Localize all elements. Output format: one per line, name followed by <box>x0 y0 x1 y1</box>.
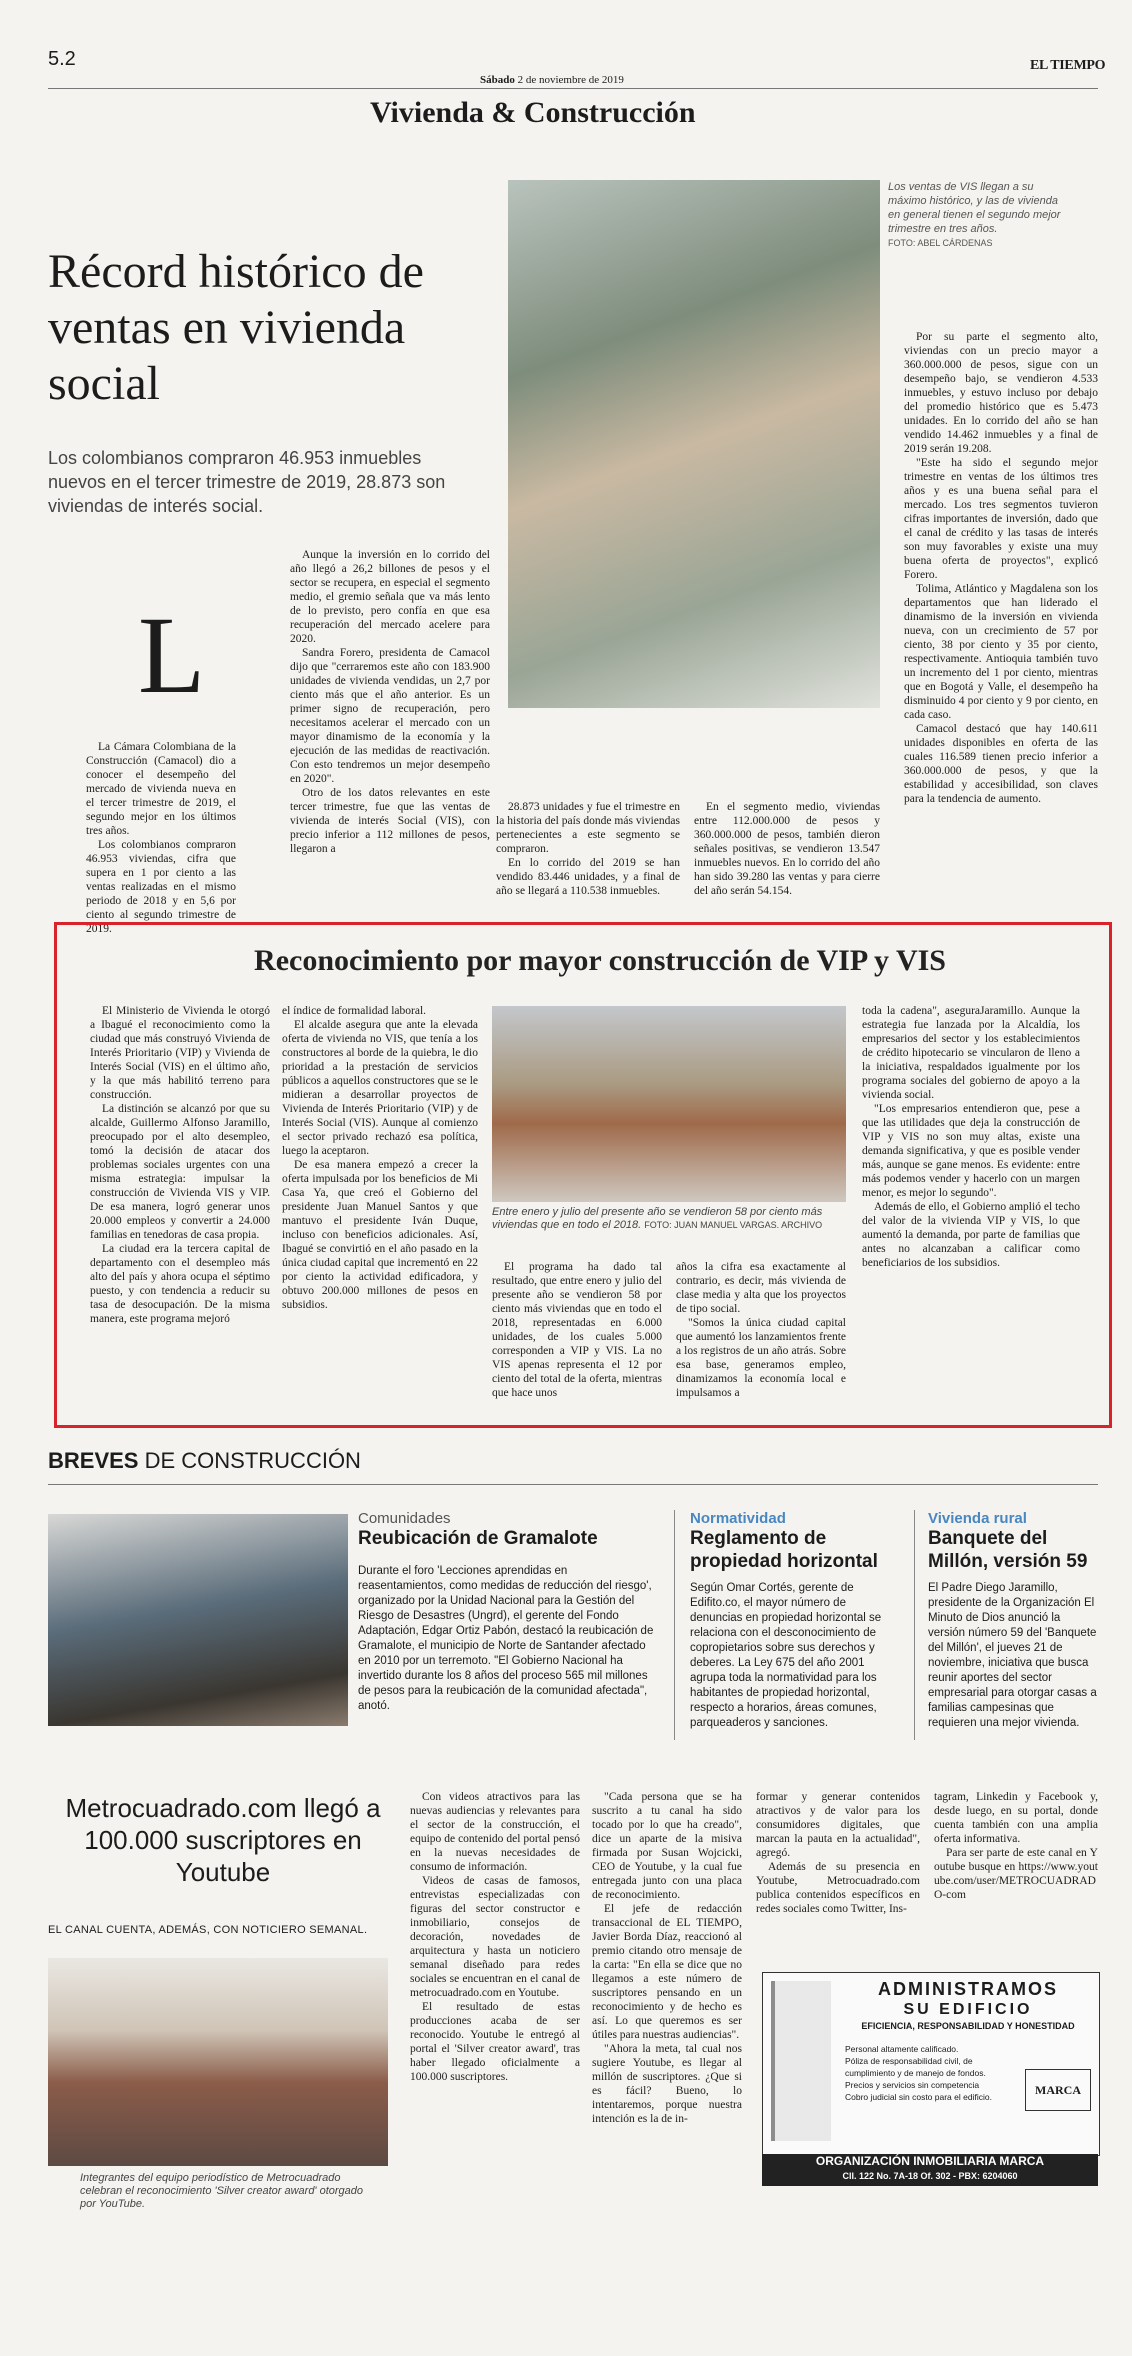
ad-subtitle: SU EDIFICIO <box>903 2001 1033 2018</box>
breve-body: Durante el foro 'Lecciones aprendidas en reasentamientos, como medidas de reducción del riesgo', organizado por la Unidad Nacional para la Gestión del Riesgo de Desastres (Ungrd), el gerente del Fondo Adaptación, Edgar Ortiz Pabón, destacó la reubicación de Gramalote, el municipio de Norte de Santander afectado en 2010 por un terremoto. "El Gobierno Nacional ha invertido durante los 8 años del proceso 565 mil millones de pesos para la reubicación de la comunidad afectada", anotó. <box>358 1565 654 1712</box>
breve-propiedad <box>690 1510 900 1731</box>
drop-cap: L <box>138 594 206 716</box>
ad-footer <box>762 2154 1098 2186</box>
paragraph: el índice de formalidad laboral. <box>282 1005 427 1017</box>
date-day: Sábado <box>480 74 515 86</box>
breve-title: Banquete del Millón, versión 59 <box>928 1528 1088 1572</box>
paragraph: "Somos la única ciudad capital que aumentó los lanzamientos frente a los registros de un año atrás. Sobre esa base, generamos empleo, dinamizamos la economía local e impulsamos a <box>676 1317 846 1399</box>
caption-credit: FOTO: ABEL CÁRDENAS <box>888 238 993 248</box>
paragraph: "Cada persona que se ha suscrito a tu canal ha sido tocado por lo que ha creado", dice un aparte de la misiva firmada por Susan Wojcicki, CEO de Youtube, y la cual fue entregada junto con una placa de reconocimiento. <box>592 1791 742 1901</box>
headline: Récord histórico de ventas en vivienda social <box>48 245 424 410</box>
forum-photo <box>48 1514 348 1726</box>
paragraph: años la cifra esa exactamente al contrario, es decir, más vivienda de clase media y alta que los proyectos de tipo social. <box>676 1261 846 1315</box>
ad-title: ADMINISTRAMOS <box>878 1979 1058 1999</box>
box-column-3 <box>492 1260 662 1400</box>
paragraph: El jefe de redacción transaccional de EL TIEMPO, Javier Borda Díaz, reaccionó al premio citando otro mensaje de la carta: "En ella se dice que no llegamos a este número de suscriptores pensando en un reconocimiento y de hecho es así. Lo que queremos es ser útiles para nuestras audiencias". <box>592 1903 742 2041</box>
breve-title: Reglamento de propiedad horizontal <box>690 1528 878 1572</box>
breves-title-rest: DE CONSTRUCCIÓN <box>144 1448 361 1473</box>
paragraph: Videos de casas de famosos, entrevistas especializadas con figuras del sector constructor e inmobiliario, consejos de decoración, novedades de arquitectura y hasta un noticiero semanal diseñado para redes sociales se encuentran en el canal de metrocuadrado.com en Youtube. <box>410 1875 580 1999</box>
metro-column-4 <box>934 1790 1098 1902</box>
paragraph: De esa manera empezó a crecer la oferta impulsada por los beneficios de Mi Casa Ya, que creó el Gobierno del presidente Juan Manuel Santos y que mantuvo el presidente Iván Duque, incluso con beneficios adicionales. Así, Ibagué se convirtió en el año pasado en la única ciudad capital que incrementó en 22 por ciento la actividad edificadora, y obtuvo 200.000 millones de pesos en subsidios. <box>282 1159 478 1311</box>
team-photo-caption: Integrantes del equipo periodístico de Metrocuadrado celebran el reconocimiento 'Silver creator award' otorgado por YouTube. <box>80 2172 364 2210</box>
breves-title-bold: BREVES <box>48 1448 139 1473</box>
box-column-4 <box>676 1260 846 1400</box>
metro-column-1 <box>410 1790 580 2084</box>
paragraph: El Ministerio de Vivienda le otorgó a Ibagué el reconocimiento como la ciudad que más construyó Vivienda de Interés Prioritario (VIP) y Vivienda de Interés Social (VIS) en el último año, y la que más habilitó terreno para construcción. <box>90 1005 270 1101</box>
paragraph: Para ser parte de este canal en Youtube busque en https://www.youtube.com/user/METROCUADRADO-com <box>934 1847 1098 1901</box>
breve-kicker: Vivienda rural <box>928 1510 1027 1527</box>
box-column-1 <box>90 1004 270 1326</box>
ad-item: Precios y servicios sin competencia <box>845 2080 980 2090</box>
metro-column-3 <box>756 1790 920 1916</box>
article-column-4 <box>694 800 880 898</box>
paragraph: La distinción se alcanzó por que su alcalde, Guillermo Alfonso Jaramillo, preocupado por el alto desempleo, tomó la decisión de atacar dos problemas sociales urgentes con una misma estrategia: impulsar la construcción de Vivienda VIS y VIP. De esa manera, logró generar unos 20.000 empleos y convertir a 24.000 familias en tenedoras de casa propia. <box>90 1103 270 1241</box>
paragraph: La Cámara Colombiana de la Construcción (Camacol) dio a conocer el desempeño del mercado de vivienda nueva en el tercer trimestre de 2019, el segundo mejor en los últimos tres años. <box>86 741 236 837</box>
page-number: 5.2 <box>48 48 76 70</box>
breve-kicker: Comunidades <box>358 1510 451 1527</box>
ad-tagline: EFICIENCIA, RESPONSABILIDAD Y HONESTIDAD <box>861 2021 1075 2031</box>
ad-address: Cll. 122 No. 7A-18 Of. 302 - PBX: 6204060 <box>842 2171 1018 2181</box>
paragraph: El alcalde asegura que ante la elevada oferta de vivienda no VIS, que tenía a los constructores al borde de la quiebra, le dio prioridad a la prestación de servicios públicos a aquellos constructores que se le midieran a desarrollar proyectos de Vivienda de Interés Prioritario (VIP) y de Interés Social (VIS). Aunque al comienzo el sector privado rechazó esa política, luego la aceptaron. <box>282 1019 478 1157</box>
housing-model-photo <box>508 180 880 708</box>
metro-column-2 <box>592 1790 742 2126</box>
ad-list <box>845 2043 1005 2103</box>
breves-header <box>48 1448 361 1474</box>
paragraph: Otro de los datos relevantes en este tercer trimestre, fue que las ventas de vivienda de interés Social (VIS), con precio inferior a 112 millones de pesos, llegaron a <box>290 787 490 855</box>
paragraph: Aunque la inversión en lo corrido del año llegó a 26,2 billones de pesos y el sector se recupera, en especial el segmento medio, el gremio señala que va más lento de lo previsto, pero confía en que esa recuperación del mercado acelere para 2020. <box>290 549 490 645</box>
box-column-5 <box>862 1004 1080 1270</box>
date-rest: 2 de noviembre de 2019 <box>517 74 624 86</box>
paragraph: 28.873 unidades y fue el trimestre en la historia del país donde más viviendas pertenecientes a este segmento se compraron. <box>496 801 680 855</box>
caption-text: Entre enero y julio del presente año se vendieron 58 por ciento más viviendas que en todo el 2018. <box>492 1206 823 1231</box>
metro-subhead: EL CANAL CUENTA, ADEMÁS, CON NOTICIERO SEMANAL. <box>48 1924 368 1936</box>
breves-rule <box>48 1484 1098 1485</box>
breve-body: Según Omar Cortés, gerente de Edifito.co, el mayor número de denuncias en propiedad horizontal se relaciona con el desconocimiento de copropietarios sobre sus derechos y deberes. La Ley 675 del año 2001 agrupa toda la normatividad para los habitantes de propiedad horizontal, respecto a horarios, áreas comunes, parqueaderos y sanciones. <box>690 1582 882 1729</box>
team-photo <box>48 1958 388 2166</box>
paragraph: El resultado de estas producciones acaba de ser reconocido. Youtube le entregó al portal el 'Silver creator award', tras haber llegado oficialmente a 100.000 suscriptores. <box>410 2001 580 2083</box>
section-title: Vivienda & Construcción <box>370 96 696 129</box>
caption-text: Los ventas de VIS llegan a su máximo histórico, y las de vivienda en general tienen el segundo mejor trimestre en tres años. <box>888 181 1061 235</box>
box-column-2 <box>282 1004 478 1312</box>
paragraph: El programa ha dado tal resultado, que entre enero y julio del presente año se vendieron 58 por ciento más viviendas que en todo el 2018, representadas en 6.000 unidades, de los cuales 5.000 corresponden a VIP y VIS. La no VIS apenas representa el 12 por ciento del total de la oferta, mientras que hace unos <box>492 1261 662 1399</box>
box-title: Reconocimiento por mayor construcción de VIP y VIS <box>254 944 946 977</box>
ad-item: Personal altamente calificado. <box>845 2044 959 2054</box>
paragraph: "Ahora la meta, tal cual nos sugiere Youtube, es llegar al millón de suscriptores. ¿Que si es fácil? Bueno, lo intentaremos, porque nuestra intención es la de in- <box>592 2043 742 2125</box>
paragraph: Además de su presencia en Youtube, Metrocuadrado.com publica contenidos específicos en redes sociales como Twitter, Ins- <box>756 1861 920 1915</box>
paragraph: toda la cadena", aseguraJaramillo. Aunque la estrategia fue lanzada por la Alcaldía, los empresarios del sector y los establecimientos de crédito hipotecario se vincularon de lleno a la iniciativa, respaldados igualmente por los programa sociales del gobierno de apoyo a la vivienda social. <box>862 1005 1080 1101</box>
paragraph: Con videos atractivos para las nuevas audiencias y relevantes para el sector de la construcción, el equipo de contenido del portal pensó en la nuevas necesidades de consumo de información. <box>410 1791 580 1873</box>
article-column-1 <box>86 740 236 936</box>
paragraph: En lo corrido del 2019 se han vendido 83.446 unidades, y a final de año se llegará a 110.538 inmuebles. <box>496 857 680 897</box>
paragraph: En el segmento medio, viviendas entre 112.000.000 de pesos y 360.000.000 de pesos, también dieron señales positivas, se vendieron 13.547 inmuebles nuevos. En lo corrido del año han sido 39.280 las ventas y para cierre del año serán 54.154. <box>694 801 880 897</box>
paragraph: Los colombianos compraron 46.953 viviendas, cifra que supera en 1 por ciento a las ventas realizadas en el mismo periodo de 2018 y en 5,6 por ciento al segundo trimestre de 2019. <box>86 839 236 935</box>
metro-headline: Metrocuadrado.com llegó a 100.000 suscriptores en Youtube <box>65 1793 381 1887</box>
paragraph: Tolima, Atlántico y Magdalena son los departamentos que han liderado el dinamismo de la inversión en vivienda nueva, con un crecimiento de 57 por ciento, 38 por ciento y 35 por ciento, respectivamente. Antioquia también tuvo un incremento del 1 por ciento, mientras que en Bogotá y Valle, el desempeño ha disminuido 4 por ciento y 9 por ciento, en cada caso. <box>904 583 1098 721</box>
column-divider <box>674 1510 675 1740</box>
photo-caption <box>888 180 1068 250</box>
paragraph: "Los empresarios entendieron que, pese a que las utilidades que deja la construcción de VIP y VIS no son muy altas, existe una demanda significativa, y que es posible vender más, aunque se gane menos. Es evidente: entre más podemos vender y hacerlo con un margen menor, es mejor lo segundo". <box>862 1103 1080 1199</box>
paragraph: "Este ha sido el segundo mejor trimestre en ventas de los últimos tres años y es una buena señal para el mercado. Los tres segmentos tuvieron cifras importantes de inversión, dado que el canal de crédito y las tasas de interés son muy favorables y existe una muy buena oferta de proyectos", explicó Forero. <box>904 457 1098 581</box>
paragraph: formar y generar contenidos atractivos y de valor para los consumidores digitales, que marcan la pauta en la actualidad", agregó. <box>756 1791 920 1859</box>
advertisement <box>762 1972 1100 2156</box>
breve-kicker: Normatividad <box>690 1510 786 1527</box>
masthead-rule <box>48 88 1098 89</box>
paragraph: Por su parte el segmento alto, viviendas con un precio mayor a 360.000.000 de pesos, sigue con un desempeño bajo, se vendieron 4.533 inmuebles, y estuvo incluso por debajo del promedio histórico que es 5.473 unidades. En lo corrido del año se han vendido 14.462 inmuebles y a final de 2019 serán 19.208. <box>904 331 1098 455</box>
paragraph: Camacol destacó que hay 140.611 unidades disponibles en oferta de las cuales 116.589 tienen precio inferior a 360.000.000 de pesos, y que la estabilidad y accesibilidad, son claves para la tendencia de aumento. <box>904 723 1098 805</box>
breve-banquete <box>928 1510 1098 1731</box>
article-column-2 <box>290 548 490 856</box>
ad-item: Cobro judicial sin costo para el edificio. <box>845 2092 992 2102</box>
paragraph: Sandra Forero, presidenta de Camacol dijo que "cerraremos este año con 183.900 unidades de vivienda vendidas, un 2,7 por ciento más que el año anterior. Es un primer signo de recuperación, pero necesitamos acelerar el mercado con un mayor dinamismo de la economía y la ejecución de las medidas de reactivación. Con esto tendremos un mejor desempeño en 2020". <box>290 647 490 785</box>
ad-item: Póliza de responsabilidad civil, de cumplimiento y de manejo de fondos. <box>845 2056 986 2078</box>
article-column-3 <box>496 800 680 898</box>
column-divider <box>914 1510 915 1740</box>
breve-body: El Padre Diego Jaramillo, presidente de la Organización El Minuto de Dios anunció la versión número 59 del 'Banquete del Millón', el jueves 21 de noviembre, iniciativa que busca reunir aportes del sector empresarial para otorgar casas a familias campesinas que requieren una mejor vivienda. <box>928 1582 1097 1729</box>
construction-site-photo <box>492 1006 846 1202</box>
caption-credit: FOTO: JUAN MANUEL VARGAS. ARCHIVO <box>644 1220 823 1230</box>
ad-org: ORGANIZACIÓN INMOBILIARIA MARCA <box>815 2154 1045 2168</box>
paragraph: La ciudad era la tercera capital de departamento con el desempleo más alto del país y ahora ocupa el séptimo puesto, y con tendencia a reducir su tasa de desocupación. De la misma manera, este programa mejoró <box>90 1243 270 1325</box>
subhead: Los colombianos compraron 46.953 inmuebles nuevos en el tercer trimestre de 2019, 28.873 son viviendas de interés social. <box>48 448 446 516</box>
marca-logo: MARCA <box>1025 2069 1091 2111</box>
building-icon <box>771 1981 831 2141</box>
issue-date <box>480 74 624 86</box>
paragraph: Además de ello, el Gobierno amplió el techo del valor de la vivienda VIP y VIS, lo que aumentó la demanda, por parte de familias que antes no alcanzaban a calificar como beneficiarios de los subsidios. <box>862 1201 1080 1269</box>
breve-title: Reubicación de Gramalote <box>358 1528 598 1549</box>
paper-name: EL TIEMPO <box>1030 58 1106 73</box>
breve-gramalote <box>358 1510 658 1714</box>
article-column-5 <box>904 330 1098 806</box>
paragraph: tagram, Linkedin y Facebook y, desde luego, en su portal, donde cuenta también con una amplia oferta informativa. <box>934 1791 1098 1845</box>
box-photo-caption <box>492 1206 852 1232</box>
